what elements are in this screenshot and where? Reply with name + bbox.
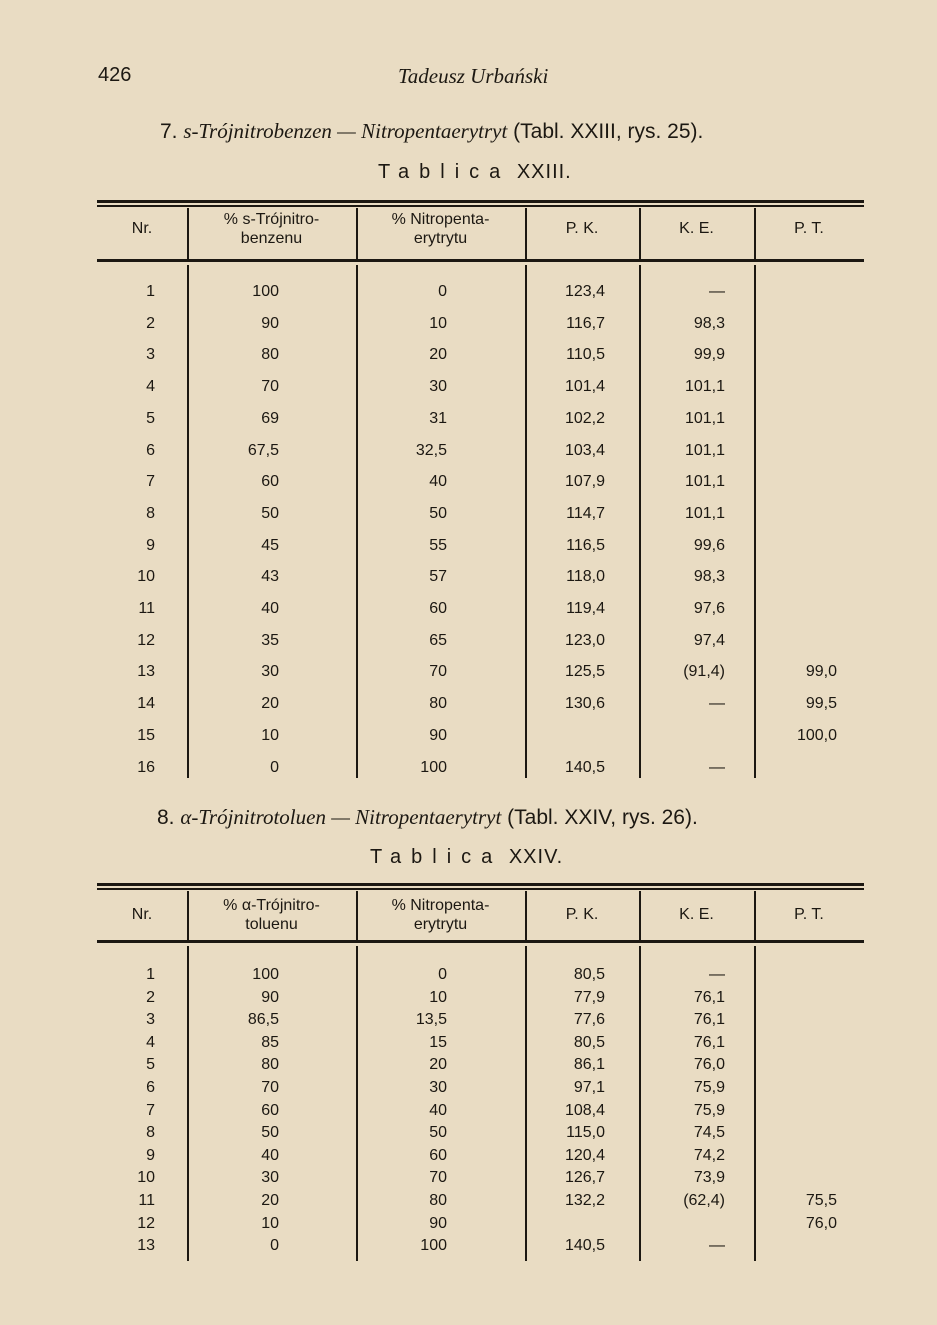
table-cell: 2: [146, 314, 155, 332]
table-cell: 6: [146, 441, 155, 459]
table-cell: 103,4: [564, 441, 605, 459]
table-cell: 101,4: [564, 378, 605, 396]
section-7-title: [160, 119, 703, 144]
table-cell: 40: [429, 1101, 447, 1119]
table-cell: 3: [146, 346, 155, 364]
table-cell: 57: [429, 568, 447, 586]
table-cell: 12: [137, 631, 155, 649]
table-cell: 101,1: [684, 473, 725, 491]
table-row: [97, 1124, 864, 1147]
table-cell: 140,5: [564, 1237, 605, 1255]
table-cell: 73,9: [693, 1169, 725, 1187]
table-cell: 99,9: [693, 346, 725, 364]
table-cell: —: [709, 966, 725, 983]
table-cell: 0: [438, 283, 447, 300]
table-cell: 70: [429, 1169, 447, 1187]
table-cell: 102,2: [564, 409, 605, 427]
header-col1: [187, 210, 356, 248]
table-cell: 13: [137, 1237, 155, 1255]
table-cell: 55: [429, 536, 447, 554]
table-cell: 5: [146, 1056, 155, 1074]
table-cell: 30: [261, 663, 279, 681]
table-cell: 101,1: [684, 441, 725, 459]
table-row: [97, 1034, 864, 1057]
table-cell: 101,1: [684, 504, 725, 522]
section-title-ref: (Tabl. XXIII, rys. 25).: [507, 120, 704, 143]
table-row: [97, 1056, 864, 1079]
table-cell: 90: [429, 726, 447, 744]
table-cell: 120,4: [564, 1146, 605, 1164]
table-xxiii-caption: [378, 161, 572, 184]
header-pt: P. T.: [794, 906, 824, 923]
table-cell: 116,5: [566, 536, 605, 554]
table-cell: 50: [261, 504, 279, 522]
table-cell: 40: [429, 473, 447, 491]
section-title-ref: (Tabl. XXIV, rys. 26).: [501, 806, 698, 829]
table-row: [97, 1079, 864, 1102]
table-cell: 76,0: [805, 1214, 837, 1232]
table-cell: 125,5: [564, 663, 605, 681]
table-cell: 140,5: [564, 758, 605, 776]
table-row: [97, 727, 864, 759]
table-cell: 75,9: [693, 1079, 725, 1096]
table-top-rule: [97, 883, 864, 886]
table-cell: 76,1: [693, 988, 725, 1006]
table-cell: 100,0: [796, 726, 837, 744]
header-line: benzenu: [240, 230, 303, 247]
header-line: % α-Trójnitro-: [223, 897, 320, 914]
table-cell: 69: [261, 409, 279, 427]
table-cell: 90: [261, 988, 279, 1006]
table-row: [97, 663, 864, 695]
table-cell: 130,6: [564, 695, 605, 713]
table-cell: 110,5: [566, 346, 605, 364]
table-cell: 100: [252, 283, 279, 300]
table-cell: 70: [261, 1079, 279, 1096]
table-cell: 99,0: [805, 663, 837, 681]
table-cell: 0: [270, 1237, 279, 1255]
table-header-rule: [97, 940, 864, 943]
table-cell: 100: [420, 1237, 447, 1255]
table-cell: 16: [137, 758, 155, 776]
table-row: [97, 283, 864, 315]
header-line: % Nitropenta-: [391, 897, 490, 914]
table-cell: 9: [146, 1146, 155, 1164]
table-cell: 116,7: [566, 314, 605, 332]
table-row: [97, 410, 864, 442]
table-cell: 40: [261, 600, 279, 617]
table-cell: 13: [137, 663, 155, 681]
header-col1: [187, 896, 356, 934]
table-cell: 132,2: [564, 1192, 605, 1209]
table-cell: 2: [146, 988, 155, 1006]
table-cell: 80,5: [573, 1033, 605, 1051]
table-cell: 80: [429, 695, 447, 713]
table-cell: 0: [270, 758, 279, 776]
table-row: [97, 966, 864, 989]
table-cell: 7: [146, 473, 155, 491]
table-cell: 1: [146, 283, 155, 300]
header-col2: [356, 896, 525, 934]
page-number: 426: [98, 64, 132, 86]
caption-word: Tablica: [378, 161, 511, 183]
running-head-author: Tadeusz Urbański: [398, 64, 549, 88]
table-row: [97, 568, 864, 600]
table-cell: 60: [429, 600, 447, 617]
header-pk: P. K.: [565, 906, 599, 923]
table-cell: 13,5: [415, 1011, 447, 1029]
table-cell: 50: [429, 504, 447, 522]
table-cell: 80,5: [573, 966, 605, 983]
table-cell: 50: [261, 1124, 279, 1142]
table-cell: —: [709, 283, 725, 300]
table-cell: 9: [146, 536, 155, 554]
table-cell: 60: [429, 1146, 447, 1164]
table-cell: 74,2: [693, 1146, 725, 1164]
header-pt: P. T.: [794, 220, 824, 237]
table-row: [97, 989, 864, 1012]
table-cell: 4: [146, 378, 155, 396]
section-8-title: [157, 805, 698, 830]
table-cell: 77,6: [573, 1011, 605, 1029]
table-row: [97, 1147, 864, 1170]
table-cell: 119,4: [566, 600, 605, 617]
table-cell: —: [709, 695, 725, 713]
table-cell: 86,1: [573, 1056, 605, 1074]
table-cell: 20: [429, 1056, 447, 1074]
table-cell: 80: [429, 1192, 447, 1209]
table-cell: 75,9: [693, 1101, 725, 1119]
header-pk: P. K.: [565, 220, 599, 237]
caption-word: Tablica: [370, 846, 503, 868]
table-cell: 45: [261, 536, 279, 554]
table-cell: 123,0: [564, 631, 605, 649]
table-cell: 108,4: [564, 1101, 605, 1119]
table-cell: 118,0: [566, 568, 605, 586]
table-cell: 11: [138, 600, 155, 617]
table-cell: 60: [261, 473, 279, 491]
table-cell: 50: [429, 1124, 447, 1142]
table-cell: 67,5: [247, 441, 279, 459]
caption-number: XXIII.: [516, 161, 572, 183]
section-title-italic: α-Trójnitrotoluen — Nitropentaerytryt: [180, 805, 502, 829]
table-cell: 35: [261, 631, 279, 649]
table-xxiv-caption: [370, 846, 563, 869]
table-cell: 20: [261, 695, 279, 713]
table-cell: 76,1: [693, 1033, 725, 1051]
table-cell: 20: [261, 1192, 279, 1209]
table-cell: 20: [429, 346, 447, 364]
table-cell: 7: [146, 1101, 155, 1119]
header-line: erytrytu: [413, 916, 468, 933]
table-cell: 85: [261, 1033, 279, 1051]
table-cell: 99,6: [693, 536, 725, 554]
table-cell: 11: [138, 1192, 155, 1209]
header-ke: K. E.: [679, 906, 714, 923]
table-cell: 15: [429, 1033, 447, 1051]
header-line: toluenu: [245, 916, 298, 933]
table-cell: 97,1: [573, 1079, 605, 1096]
table-cell: 10: [261, 1214, 279, 1232]
table-cell: 30: [261, 1169, 279, 1187]
section-title-italic: s-Trójnitrobenzen — Nitropentaerytryt: [183, 119, 508, 143]
table-cell: 115,0: [566, 1124, 605, 1142]
table-cell: 101,1: [684, 409, 725, 427]
section-number: 7.: [160, 120, 178, 143]
table-cell: 126,7: [564, 1169, 605, 1187]
table-cell: (91,4): [683, 663, 725, 681]
table-cell: 98,3: [693, 568, 725, 586]
table-cell: 12: [137, 1214, 155, 1232]
table-cell: 8: [146, 504, 155, 522]
table-row: [97, 632, 864, 664]
table-cell: 70: [261, 378, 279, 396]
table-cell: 5: [146, 409, 155, 427]
table-cell: 97,6: [693, 600, 725, 617]
table-cell: 114,7: [566, 504, 605, 522]
table-top-rule: [97, 200, 864, 203]
table-cell: 0: [438, 966, 447, 983]
table-cell: 65: [429, 631, 447, 649]
table-cell: 15: [137, 726, 155, 744]
table-cell: 123,4: [564, 283, 605, 300]
table-cell: 76,1: [693, 1011, 725, 1029]
header-line: % s-Trójnitro-: [223, 211, 320, 228]
table-cell: 90: [429, 1214, 447, 1232]
table-xxiii: [97, 200, 864, 780]
table-cell: 76,0: [693, 1056, 725, 1074]
table-cell: 80: [261, 1056, 279, 1074]
table-row: [97, 315, 864, 347]
table-cell: 75,5: [805, 1192, 837, 1209]
table-cell: 6: [146, 1079, 155, 1096]
table-cell: 98,3: [693, 314, 725, 332]
table-cell: 14: [137, 695, 155, 713]
table-row: [97, 695, 864, 727]
table-cell: 30: [429, 1079, 447, 1096]
table-cell: 77,9: [573, 988, 605, 1006]
table-cell: 100: [252, 966, 279, 983]
table-cell: 90: [261, 314, 279, 332]
table-cell: 43: [261, 568, 279, 586]
table-cell: —: [709, 758, 725, 776]
header-nr: Nr.: [131, 220, 153, 237]
table-top-rule-thin: [97, 205, 864, 207]
table-row: [97, 537, 864, 569]
table-row: [97, 1192, 864, 1215]
section-number: 8.: [157, 806, 175, 829]
table-cell: 100: [420, 758, 447, 776]
table-row: [97, 759, 864, 791]
table-cell: 10: [137, 568, 155, 586]
table-cell: 10: [429, 988, 447, 1006]
table-row: [97, 378, 864, 410]
header-nr: Nr.: [131, 906, 153, 923]
table-cell: 32,5: [415, 441, 447, 459]
table-row: [97, 1011, 864, 1034]
table-cell: 70: [429, 663, 447, 681]
table-row: [97, 473, 864, 505]
table-cell: —: [709, 1237, 725, 1255]
table-cell: 60: [261, 1101, 279, 1119]
table-cell: 74,5: [693, 1124, 725, 1142]
table-cell: 10: [429, 314, 447, 332]
table-top-rule-thin: [97, 888, 864, 890]
table-cell: 80: [261, 346, 279, 364]
table-row: [97, 1169, 864, 1192]
table-row: [97, 1102, 864, 1125]
header-col2: [356, 210, 525, 248]
table-cell: 8: [146, 1124, 155, 1142]
header-line: erytrytu: [413, 230, 468, 247]
table-cell: 99,5: [805, 695, 837, 713]
table-cell: 10: [137, 1169, 155, 1187]
table-header-rule: [97, 259, 864, 262]
header-line: % Nitropenta-: [391, 211, 490, 228]
table-cell: 1: [146, 966, 155, 983]
table-cell: 40: [261, 1146, 279, 1164]
table-row: [97, 600, 864, 632]
table-row: [97, 346, 864, 378]
table-cell: 10: [261, 726, 279, 744]
table-row: [97, 442, 864, 474]
caption-number: XXIV.: [508, 846, 564, 868]
table-row: [97, 1215, 864, 1238]
table-cell: 97,4: [693, 631, 725, 649]
table-cell: (62,4): [683, 1192, 725, 1209]
header-ke: K. E.: [679, 220, 714, 237]
table-xxiv: [97, 883, 864, 1263]
table-cell: 31: [429, 409, 447, 427]
table-cell: 4: [146, 1033, 155, 1051]
table-cell: 101,1: [684, 378, 725, 396]
table-cell: 3: [146, 1011, 155, 1029]
table-cell: 107,9: [564, 473, 605, 491]
table-row: [97, 505, 864, 537]
table-cell: 86,5: [247, 1011, 279, 1029]
table-cell: 30: [429, 378, 447, 396]
table-row: [97, 1237, 864, 1260]
